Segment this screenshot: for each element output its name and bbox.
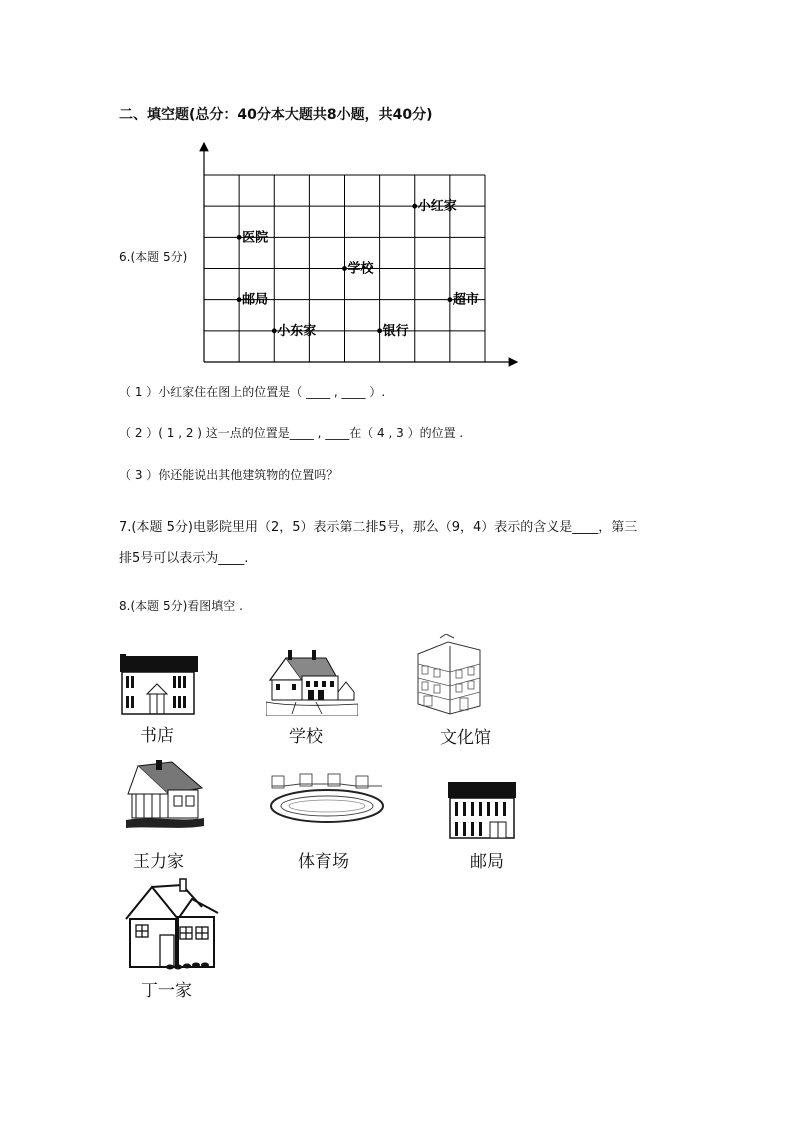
q8-label: 8.(本题 5分)看图填空 . <box>119 599 243 613</box>
q6-coordinate-grid <box>195 140 525 372</box>
grid-point <box>237 297 242 302</box>
culture-hall-picture <box>410 634 486 716</box>
grid-point <box>412 204 417 209</box>
caption-bookstore: 书店 <box>140 726 174 746</box>
grid-point <box>447 297 452 302</box>
grid-point-label: 医院 <box>242 230 269 246</box>
grid-point-label: 学校 <box>347 261 374 277</box>
stadium-picture <box>266 772 388 828</box>
wangli-house-picture <box>122 760 206 830</box>
school-picture <box>266 646 358 716</box>
dingyi-house-picture <box>122 877 222 971</box>
post-office-picture <box>446 780 518 840</box>
q6-sub1: （ 1 ）小红家住在图上的位置是（ ____ , ____ ）. <box>119 385 386 399</box>
caption-culture-hall: 文化馆 <box>440 728 491 748</box>
caption-wangli-house: 王力家 <box>133 852 184 872</box>
grid-point <box>377 328 382 333</box>
grid-point-label: 小红家 <box>417 199 457 215</box>
bookstore-picture <box>117 654 199 716</box>
grid-point-label: 小东家 <box>277 323 317 339</box>
grid-point <box>342 266 347 271</box>
grid-point <box>237 235 242 240</box>
q6-sub3: （ 3 ）你还能说出其他建筑物的位置吗？ <box>119 468 339 482</box>
section-title: 二、填空题(总分：40分本大题共8小题，共40分) <box>119 107 433 123</box>
grid-point <box>272 328 277 333</box>
caption-stadium: 体育场 <box>298 852 349 872</box>
grid-point-label: 邮局 <box>242 292 269 308</box>
q6-sub2: （ 2 ）( 1 , 2 ) 这一点的位置是____ , ____在（ 4 , 3 ）的位置 . <box>119 426 464 440</box>
caption-dingyi-house: 丁一家 <box>141 981 192 1001</box>
q7-line2: 排5号可以表示为____. <box>119 551 249 566</box>
grid-point-label: 超市 <box>452 292 479 308</box>
caption-school: 学校 <box>289 727 323 747</box>
caption-post-office: 邮局 <box>470 852 504 872</box>
grid-point-label: 银行 <box>382 323 409 339</box>
q6-label: 6.(本题 5分) <box>119 250 188 264</box>
q7-line1: 7.(本题 5分)电影院里用（2，5）表示第二排5号，那么（9，4）表示的含义是____，第三 <box>119 520 638 535</box>
